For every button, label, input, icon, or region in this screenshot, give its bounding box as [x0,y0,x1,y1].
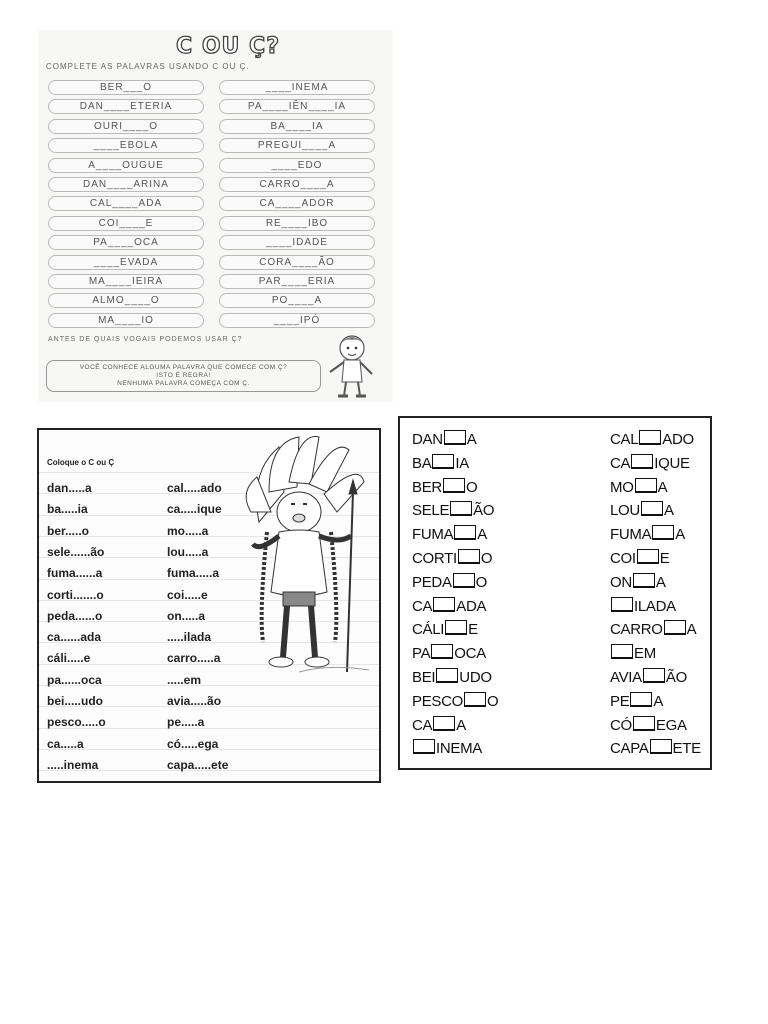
fill-word[interactable]: mo.....a [167,523,209,538]
box-word [610,430,694,448]
word-suffix: INEMA [436,740,483,758]
word-prefix: BER [412,478,442,496]
word-prefix: BEI [412,669,436,686]
letter-box[interactable] [436,668,458,683]
word-suffix: IQUE [654,454,690,472]
word-prefix: AVIA [610,669,642,686]
word-prefix: PA [412,645,431,663]
word-prefix: ON [610,573,632,591]
box-word [412,644,486,662]
word-pill[interactable]: ____IDADE [219,235,375,250]
word-pill[interactable]: PAR____ERIA [219,274,375,289]
letter-box[interactable] [631,454,653,469]
word-suffix: ÃO [473,502,495,520]
worksheet-box-fill [398,416,712,770]
letter-box[interactable] [633,716,655,731]
letter-box[interactable] [650,739,672,754]
letter-box[interactable] [633,573,655,588]
letter-box[interactable] [431,644,453,659]
box-word [610,716,687,734]
letter-box[interactable] [635,478,657,493]
letter-box[interactable] [652,525,674,540]
letter-box[interactable] [450,501,472,516]
word-pill[interactable]: ____IPÓ [219,313,375,328]
word-prefix: CA [412,716,433,734]
box-word [610,668,687,686]
fill-word[interactable]: .....inema [47,757,99,772]
word-pill[interactable]: CARRO____A [219,177,375,192]
letter-box[interactable] [454,525,476,540]
indian-chief-illustration [239,432,381,682]
box-word [610,549,670,567]
word-prefix: SELE [412,502,450,520]
word-suffix: ILADA [634,597,676,615]
word-suffix: A [657,478,668,496]
letter-box[interactable] [611,644,633,659]
box-word [610,478,667,496]
word-pill[interactable]: DAN____ETERIA [48,99,204,114]
box-word [412,668,492,686]
word-suffix: ADA [456,597,487,615]
fill-word[interactable]: ber.....o [47,523,90,538]
fill-word[interactable]: ba.....ia [47,502,88,517]
word-prefix: CAPA [610,740,649,758]
rule-note-line: VOCÊ CONHECE ALGUMA PALAVRA QUE COMECE COM Ç? [79,364,288,371]
worksheet-c-ou-cedilha [38,30,393,402]
word-suffix: E [659,550,670,567]
fill-word[interactable]: ca......ada [47,630,102,645]
box-word [610,620,696,638]
word-pill[interactable]: CORA____ÃO [219,255,375,270]
word-pill[interactable]: BER___O [48,80,204,95]
fill-word[interactable]: avia.....ão [167,694,222,708]
word-prefix: LOU [610,502,640,520]
word-suffix: ETE [672,740,701,758]
word-suffix: ÃO [665,669,687,686]
fill-word[interactable]: ca.....ique [167,502,222,517]
fill-word[interactable]: có.....ega [167,736,219,751]
box-word [412,620,478,638]
box-word [610,739,701,757]
worksheet-coloque-c-ou-c [37,428,381,783]
letter-box[interactable] [443,478,465,493]
rule-note-line: NENHUMA PALAVRA COMEÇA COM Ç. [117,380,250,387]
word-suffix: ADO [662,431,694,448]
fill-word[interactable]: coi.....e [167,587,208,602]
word-prefix: COI [610,550,636,567]
word-suffix: A [466,431,477,448]
rule-note-box [46,360,321,392]
word-suffix: OCA [454,645,486,663]
fill-word[interactable]: fuma.....a [167,566,220,581]
word-suffix: EM [634,645,656,663]
word-pill[interactable]: A____OUGUE [48,158,204,173]
word-prefix: FUMA [610,526,652,544]
word-pill[interactable]: CA____ADOR [219,196,375,211]
word-pill[interactable]: RE____IBO [219,216,375,231]
word-pill[interactable]: MA____IEIRA [48,274,204,289]
word-prefix: CORTI [412,550,457,567]
word-suffix: IA [455,454,469,472]
fill-word[interactable]: pe.....a [167,715,205,730]
box-word [610,644,656,662]
word-pill[interactable]: ____EBOLA [48,138,204,153]
word-pill[interactable]: PREGUI____A [219,138,375,153]
word-suffix: A [653,692,664,710]
box-word [412,597,486,615]
word-prefix: CÓ [610,716,632,734]
word-prefix: CAL [610,431,639,448]
letter-box[interactable] [664,620,686,635]
letter-box[interactable] [444,430,466,445]
letter-box[interactable] [643,668,665,683]
word-pill[interactable]: DAN____ARINA [48,177,204,192]
box-word [610,525,685,543]
fill-word[interactable]: cal.....ado [167,481,222,495]
letter-box[interactable] [445,620,467,635]
word-pill[interactable]: COI____E [48,216,204,231]
letter-box[interactable] [630,692,652,707]
word-suffix: A [663,502,674,520]
word-suffix: EGA [655,716,687,734]
worksheet-heading: Coloque o C ou Ç [47,458,115,467]
box-word [412,525,487,543]
word-prefix: CÁLI [412,621,445,639]
word-suffix: O [465,478,478,496]
word-pill[interactable]: OURI____O [48,119,204,134]
word-pill[interactable]: ____EVADA [48,255,204,270]
fill-word[interactable]: dan.....a [47,481,92,495]
fill-word[interactable]: cáli.....e [47,651,91,666]
fill-word[interactable]: on.....a [167,608,206,623]
boy-illustration [320,330,392,400]
word-prefix: CA [610,454,631,472]
letter-box[interactable] [433,716,455,731]
word-pill[interactable]: PA____OCA [48,235,204,250]
box-word [412,739,482,757]
word-suffix: E [468,621,478,639]
letter-box[interactable] [641,501,663,516]
fill-word[interactable]: lou.....a [167,544,209,559]
word-suffix: A [655,573,666,591]
box-word [610,573,666,591]
fill-word[interactable]: .....em [167,672,202,687]
letter-box[interactable] [611,597,633,612]
word-suffix: A [686,621,697,639]
letter-box[interactable] [464,692,486,707]
word-prefix: BA [412,454,432,472]
fill-word[interactable]: corti.......o [47,587,104,602]
letter-box[interactable] [458,549,480,564]
word-suffix: O [480,550,493,567]
box-word [610,454,690,472]
letter-box[interactable] [639,430,661,445]
fill-word[interactable]: pesco.....o [47,715,106,730]
fill-word[interactable]: peda......o [47,608,103,623]
word-pill[interactable]: PO____A [219,293,375,308]
letter-box[interactable] [432,454,454,469]
box-word [412,501,494,519]
word-suffix: UDO [459,669,492,686]
box-word [610,597,676,615]
word-suffix: A [477,526,488,544]
word-suffix: A [675,526,686,544]
word-pill[interactable]: ALMO____O [48,293,204,308]
fill-word[interactable]: capa.....ete [167,757,229,772]
fill-word[interactable]: .....ilada [167,630,212,645]
letter-box[interactable] [413,739,435,754]
word-prefix: FUMA [412,526,454,544]
word-prefix: DAN [412,431,443,448]
box-word [610,501,674,519]
box-word [412,549,492,567]
word-prefix: MO [610,478,634,496]
word-prefix: CARRO [610,621,663,639]
box-word [610,692,663,710]
worksheet-instruction: COMPLETE AS PALAVRAS USANDO C OU Ç. [46,62,250,71]
word-pill[interactable]: BA____IA [219,119,375,134]
word-pill[interactable]: ____INEMA [219,80,375,95]
vowel-question: ANTES DE QUAIS VOGAIS PODEMOS USAR Ç? [48,336,243,343]
word-suffix: A [456,716,466,734]
word-pill[interactable]: CAL____ADA [48,196,204,211]
fill-word[interactable]: carro.....a [167,651,221,666]
worksheet-title: C OU Ç? [176,34,280,59]
letter-box[interactable] [637,549,659,564]
word-pill[interactable]: MA____IO [48,313,204,328]
word-suffix: O [475,573,488,591]
box-word [412,454,469,472]
fill-word[interactable]: fuma......a [47,566,103,581]
word-prefix: CA [412,597,433,615]
letter-box[interactable] [453,573,475,588]
word-prefix: PE [610,692,630,710]
box-word [412,430,477,448]
letter-box[interactable] [433,597,455,612]
fill-word[interactable]: ca.....a [47,736,84,751]
fill-word[interactable]: sele......ão [47,544,105,559]
box-word [412,478,477,496]
word-pill[interactable]: ____EDO [219,158,375,173]
box-word [412,716,466,734]
word-prefix: PESCO [412,692,464,710]
box-word [412,692,498,710]
word-suffix: O [487,692,499,710]
fill-word[interactable]: bei.....udo [47,694,103,708]
word-pill[interactable]: PA____IÊN____IA [219,99,375,114]
word-prefix: PEDA [412,573,452,591]
fill-word[interactable]: pa......oca [47,672,102,687]
rule-note-line: ISTO É REGRA! [156,372,211,379]
box-word [412,573,487,591]
